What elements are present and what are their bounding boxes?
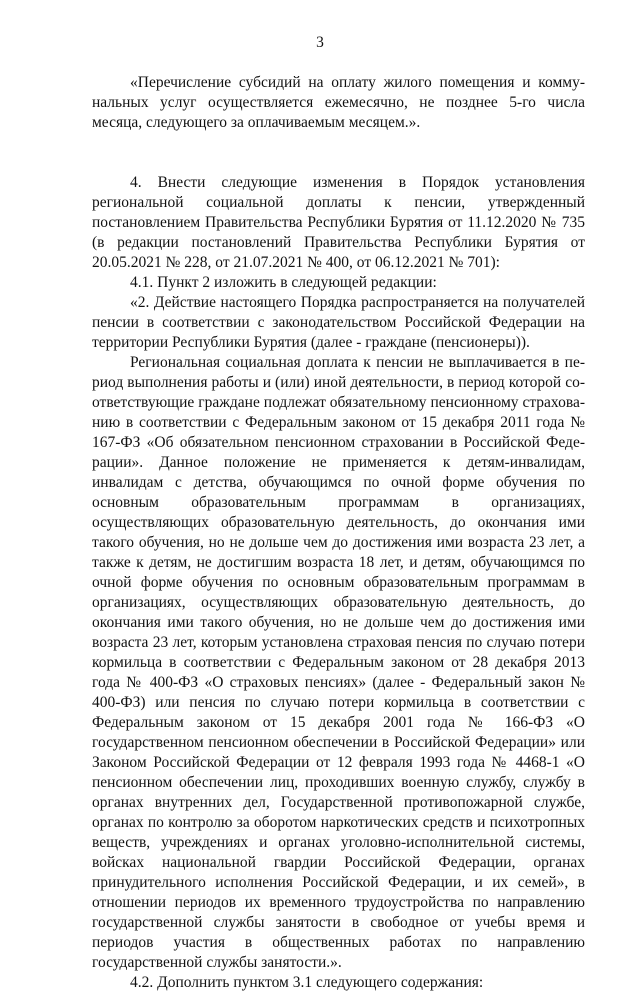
- paragraph-item-4: 4. Внести следующие изменения в Порядок установления региональной социальной доплаты к пенсии, утвержденный постановлением Правительства Республики Бурятия от 11.12.2020 № 735 (в редакции постановлений Правительства Республики Бурятия от 20.05.2021 № 228, от 21.07.2021 № 400, от 06.12.2021 № 701):: [92, 174, 585, 271]
- page-number: 3: [316, 34, 324, 51]
- paragraph-clause-2: «2. Действие настоящего Порядка распространяется на получателей пенсии в соответствии с законодательством Российской Федерации на территории Республики Бурятия (далее - граждане (пенсионеры)).: [92, 294, 585, 351]
- paragraph-subsidy-payment: «Перечисление субсидий на оплату жилого помещения и коммунальных услуг осуществляется ежемесячно, не позднее 5-го числа месяца, следующего за оплачиваемым месяцем.».: [92, 74, 585, 131]
- paragraph-regional-supplement: Региональная социальная доплата к пенсии не выплачивается в период выполнения работы и (или) иной деятельности, в период которой соответствующие граждане подлежат обязательному пенсионному страхованию в соответствии с Федеральным законом от 15 декабря 2011 года № 167-ФЗ «Об обязательном пенсионном страховании в Российской Федерации». Данное положение не применяется к детям-инвалидам, инвалидам с детства, обучающимся по очной форме обучения по основным образовательным программам в организациях, осуществляющих образовательную деятельность, до окончания ими такого обучения, но не дольше чем до достижения ими возраста 23 лет, а также к детям, не достигшим возраста 18 лет, и детям, обучающимся по очной форме обучения по основным образовательным программам в организациях, осуществляющих образовательную деятельность, до окончания ими такого обучения, но не дольше чем до достижения ими возраста 23 лет, которым установлена страховая пенсия по случаю потери кормильца в соответствии с Федеральным законом от 28 декабря 2013 года № 400-ФЗ «О страховых пенсиях» (далее - Федеральный закон № 400-ФЗ) или пенсия по случаю потери кормильца в соответствии с Федеральным законом от 15 декабря 2001 года № 166-ФЗ «О государственном пенсионном обеспечении в Российской Федерации» или Законом Российской Федерации от 12 февраля 1993 года № 4468-1 «О пенсионном обеспечении лиц, проходивших военную службу, службу в органах внутренних дел, Государственной противопожарной службе, органах по контролю за оборотом наркотических средств и психотропных веществ, учреждениях и органах уголовно-исполнительной системы, войсках национальной гвардии Российской Федерации, органах принудительного исполнения Российской Федерации, и их семей», в отношении периодов их временного трудоустройства по направлению государственной службы занятости в свободное от учебы время и периодов участия в общественных работах по направлению государственной службы занятости.».: [92, 354, 585, 971]
- paragraph-item-4-2: 4.2. Дополнить пунктом 3.1 следующего содержания:: [130, 974, 484, 991]
- paragraph-item-4-1: 4.1. Пункт 2 изложить в следующей редакции:: [130, 274, 437, 291]
- document-body: [92, 73, 585, 993]
